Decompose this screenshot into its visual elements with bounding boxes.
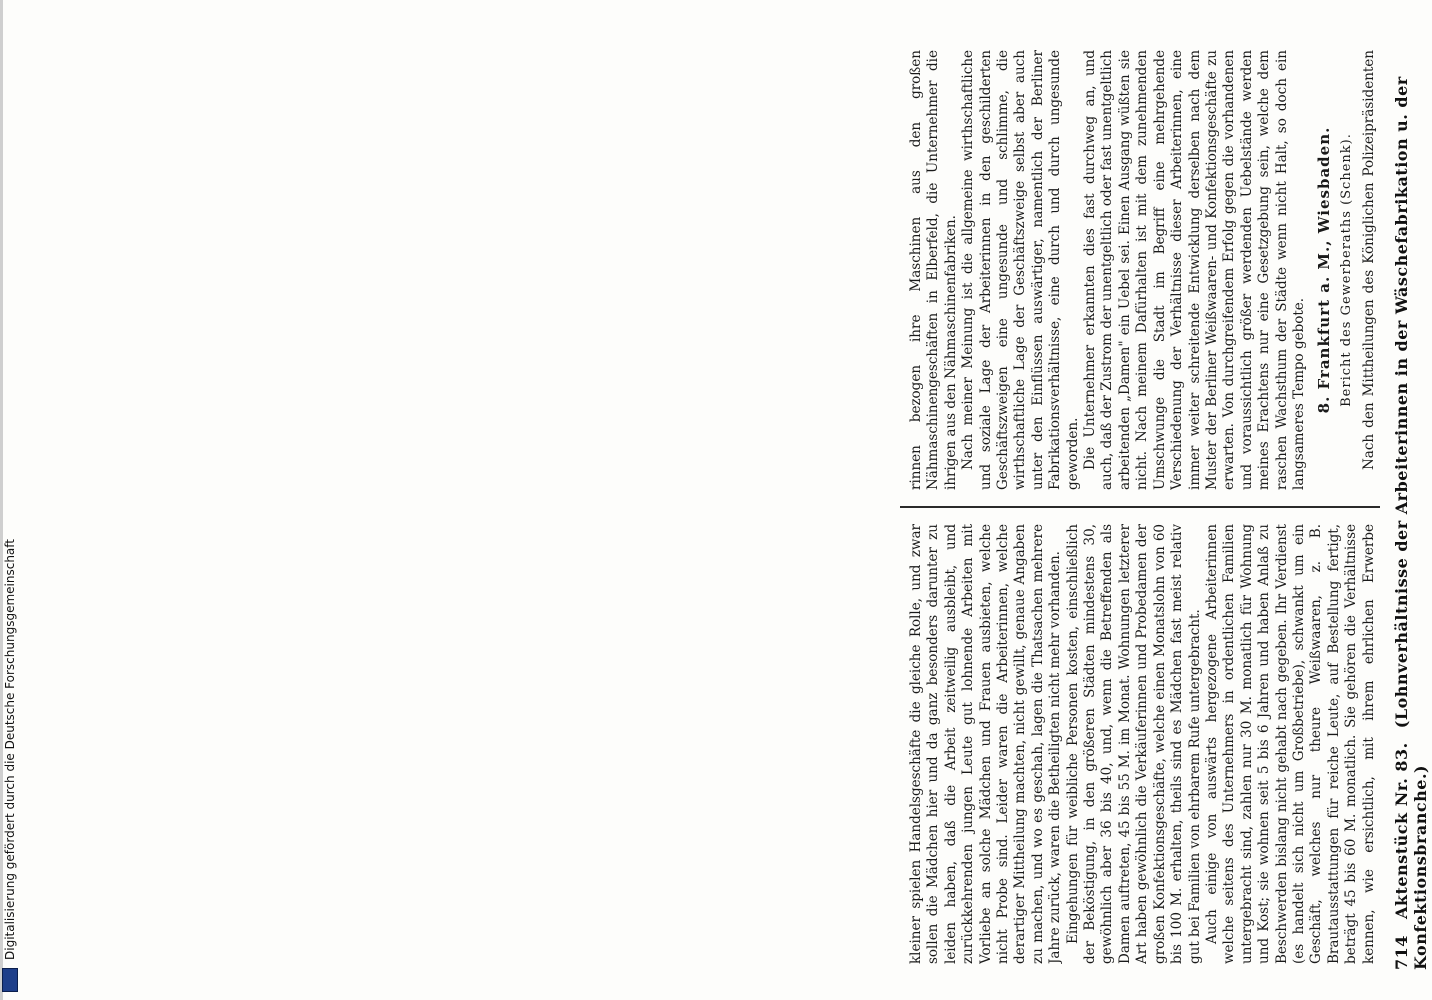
- document-ref: Aktenstück Nr. 83.: [1392, 742, 1411, 920]
- right-column: [908, 50, 1378, 490]
- section-title: 8. Frankfurt a. M., Wiesbaden.: [1315, 126, 1334, 414]
- paragraph: kleiner spielen Handelsgeschäfte die gleiche Rolle, und zwar sollen die Mädchen hier und da ganz besonders darunter zu leiden haben, daß die Arbeit zeitweilig ausbleibt, und zurückkehrenden jungen Leute gut lohnende Arbeiten mit Vorliebe an solche Mädchen und Frauen ausbieten, welche nicht Probe sind. Leider waren die Arbeiterinnen, welche derartiger Mittheilung machten, nicht gewillt, genaue Angaben zu machen, und wo es geschah, lagen die Thatsachen mehrere Jahre zurück, waren die Betheiligten nicht mehr vorhanden.: [908, 524, 1064, 964]
- section-subtitle: Bericht des Gewerberaths (Schenk).: [1338, 133, 1354, 407]
- left-column: [908, 524, 1378, 964]
- paragraph: Die Unternehmer erkannten dies fast durchweg an, und auch, daß der Zustrom der unentgeltlich oder fast unentgeltlich arbeitenden „Damen" ein Uebel sei. Einen Ausgang wüßten sie nicht. Nach meinem Dafürhalten ist mit dem zunehmenden Umschwunge die Stadt im Begriff eine mehrgehende Verschiedenung der Verhältnisse dieser Arbeiterinnen, eine immer weiter schreitende Entwicklung derselben nach dem Muster der Berliner Weißwaaren- und Konfektionsgeschäfte zu erwarten. Von durchgreifendem Erfolg gegen die vorhandenen und voraussichtlich größer werdenden Uebelstände werden meines Erachtens nur eine Gesetzgebung sein, welche dem raschen Wachsthum der Städte wenn nicht Halt, so doch ein langsameres Tempo gebote.: [1082, 50, 1307, 490]
- page-header: [1392, 20, 1430, 970]
- running-title: (Lohnverhältnisse der Arbeiterinnen in der Wäschefabrikation u. der Konfektionsbranche.): [1392, 76, 1430, 970]
- page-number: 714: [1392, 935, 1411, 970]
- credit-text: Digitalisierung gefördert durch die Deutsche Forschungsgemeinschaft: [3, 538, 17, 960]
- column-divider: [900, 507, 1380, 509]
- paragraph: Nach meiner Meinung ist die allgemeine wirthschaftliche und soziale Lage der Arbeiterinnen in den geschilderten Geschäftszweigen eine ungesunde und schlimme, die wirthschaftliche Lage der Geschäftszweige selbst aber auch unter den Einflüssen auswärtiger, namentlich der Berliner Fabrikationsverhältnisse, eine durch und durch ungesunde geworden.: [960, 50, 1081, 490]
- dfg-logo-icon: [2, 968, 18, 992]
- paragraph: Auch einige von auswärts hergezogene Arbeiterinnen welche seitens des Unternehmers in ordentlichen Familien untergebracht sind, zahlen nur 30 M. monatlich für Wohnung und Kost; sie wohnen seit 5 bis 6 Jahren und haben Anlaß zu Beschwerden bislang nicht gehabt nach gegeben. Ihr Verdienst (es handelt sich nicht um Großbetriebe), schwankt um ein Geschäft, welches nur theure Weißwaaren, z. B. Brautausstattungen für reiche Leute, auf Bestellung fertigt, beträgt 45 bis 60 M. monatlich. Sie gehören die Verhältnisse kennen, wie ersichtlich, mit ihrem ehrlichen Erwerbe: [1203, 524, 1377, 964]
- paragraph: rinnen bezogen ihre Maschinen aus den großen Nähmaschinengeschäften in Elberfeld, die Unternehmer die ihrigen aus den Nähmaschinenfabriken.: [908, 50, 959, 490]
- paragraph: Eingehungen für weibliche Personen kosten, einschließlich der Beköstigung, in den größeren Städten mindestens 30, gewöhnlich aber 36 bis 40, und, wenn die Betreffenden als Damen auftreten, 45 bis 55 M. im Monat. Wohnungen letzterer Art haben gewöhnlich die Verkäuferinnen und Probedamen der großen Konfektionsgeschäfte, welche einen Monatslohn von 60 bis 100 M. erhalten, theils sind es Mädchen fast meist relativ gut bei Familien von ehrbarem Rufe untergebracht.: [1064, 524, 1203, 964]
- digitization-credit: [3, 539, 17, 960]
- paragraph: Nach den Mittheilungen des Königlichen Polizeipräsidenten: [1361, 50, 1378, 470]
